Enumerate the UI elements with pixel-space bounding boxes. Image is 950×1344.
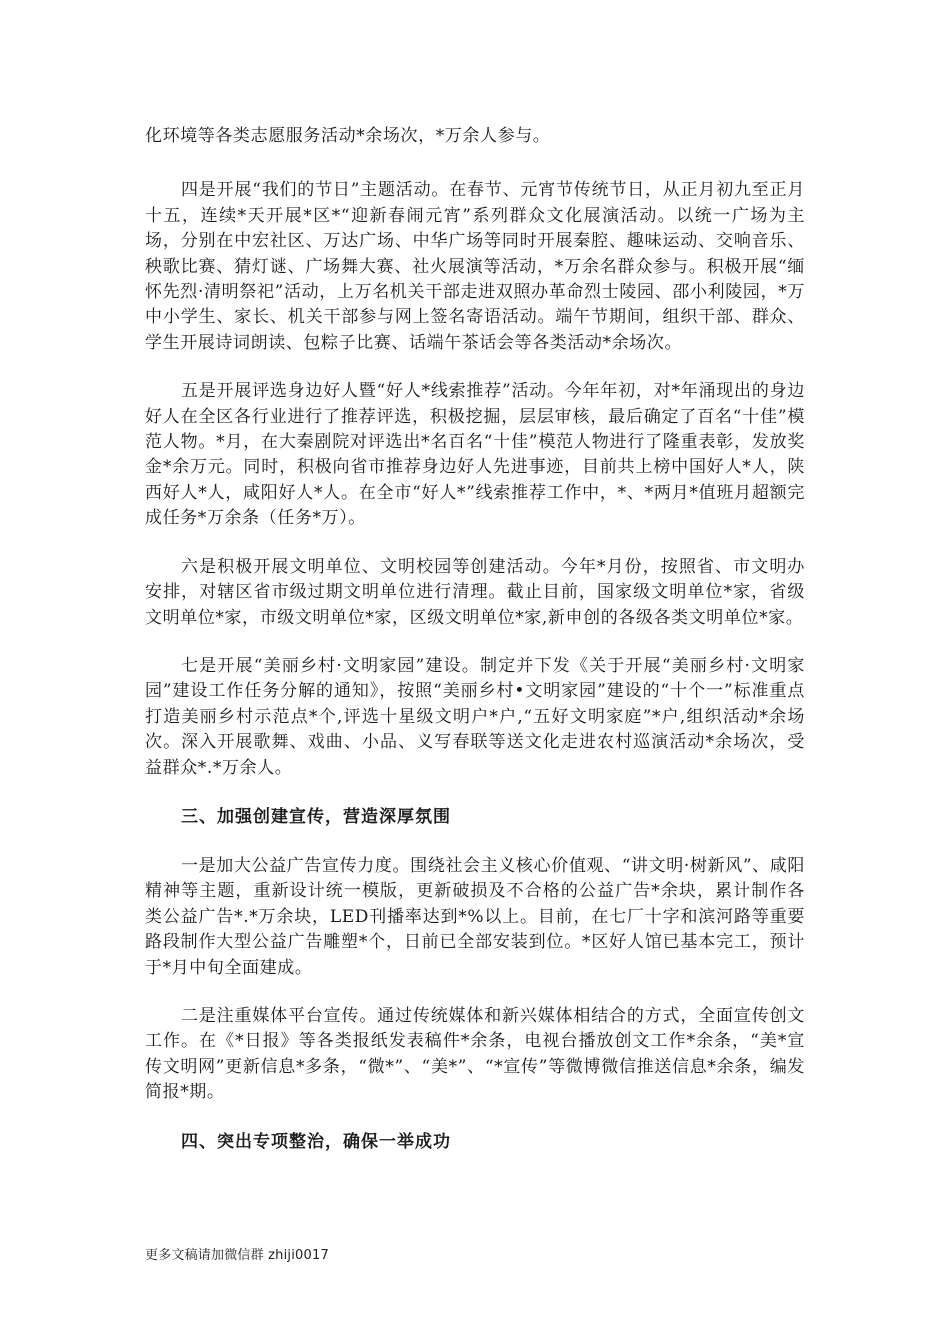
paragraph-continuation: 化环境等各类志愿服务活动*余场次，*万余人参与。 xyxy=(145,126,551,146)
paragraph-festival-activities: 四是开展“我们的节日”主题活动。在春节、元宵节传统节日，从正月初九至正月十五，连续*天开展*区*“迎新春闹元宵”系列群众文化展演活动。以统一广场为主场，分别在中宏社区、万达广场、中华广场等同时开展秦腔、趣味运动、交响音乐、秧歌比赛、猜灯谜、广场舞大赛、社火展演等活动，*万余名群众参与。积极开展“缅怀先烈·清明祭祀”活动，上万名机关干部走进双照办革命烈士陵园、邵小利陵园，*万中小学生、家长、机关干部参与网上签名寄语活动。端午节期间，组织干部、群众、学生开展诗词朗读、包粽子比赛、话端午茶话会等各类活动*余场次。 xyxy=(145,180,805,353)
paragraph-good-people-selection: 五是开展评选身边好人暨“好人*线索推荐”活动。今年年初，对*年涌现出的身边好人在全区各行业进行了推荐评选，积极挖掘，层层审核，最后确定了百名“十佳”模范人物。*月，在大秦剧院对评选出*名百名“十佳”模范人物进行了隆重表彰，发放奖金*余万元。同时，积极向省市推荐身边好人先进事迹，目前共上榜中国好人*人，陕西好人*人，咸阳好人*人。在全市“好人*”线索推荐工作中，*、*两月*值班月超额完成任务*万余条（任务*万）。 xyxy=(145,381,805,529)
paragraph-civilized-units: 六是积极开展文明单位、文明校园等创建活动。今年*月份，按照省、市文明办安排，对辖区省市级过期文明单位进行清理。截止目前，国家级文明单位*家，省级文明单位*家，市级文明单位*家，区级文明单位*家,新申创的各级各类文明单位*家。 xyxy=(145,556,805,628)
paragraph-beautiful-villages: 七是开展“美丽乡村·文明家园”建设。制定并下发《关于开展“美丽乡村·文明家园”建设工作任务分解的通知》，按照“美丽乡村•文明家园”建设的“十个一”标准重点打造美丽乡村示范点*个,评选十星级文明户*户,“五好文明家庭”*户,组织活动*余场次。深入开展歌舞、戏曲、小品、义写春联等送文化走进农村巡演活动*余场次，受益群众*.*万余人。 xyxy=(145,655,805,778)
document-body xyxy=(145,124,805,1179)
page-footer-note: 更多文稿请加微信群 zhiji0017 xyxy=(145,1248,329,1263)
paragraph-media-platform: 二是注重媒体平台宣传。通过传统媒体和新兴媒体相结合的方式，全面宣传创文工作。在《*日报》等各类报纸发表稿件*余条，电视台播放创文工作*余条，“美*宣传文明网”更新信息*多条，“微*”、“美*”、“*宣传”等微博微信推送信息*余条，编发简报*期。 xyxy=(145,1005,805,1103)
section-heading-special-rectification: 四、突出专项整治，确保一举成功 xyxy=(181,1131,451,1152)
section-heading-publicity: 三、加强创建宣传，营造深厚氛围 xyxy=(181,806,451,827)
paragraph-public-ads: 一是加大公益广告宣传力度。围绕社会主义核心价值观、“讲文明·树新风”、咸阳精神等主题，重新设计统一模版，更新破损及不合格的公益广告*余块，累计制作各类公益广告*.*万余块，LED刊播率达到*%以上。目前，在七厂十字和滨河路等重要路段制作大型公益广告雕塑*个，日前已全部安装到位。*区好人馆已基本完工，预计于*月中旬全面建成。 xyxy=(145,855,805,978)
